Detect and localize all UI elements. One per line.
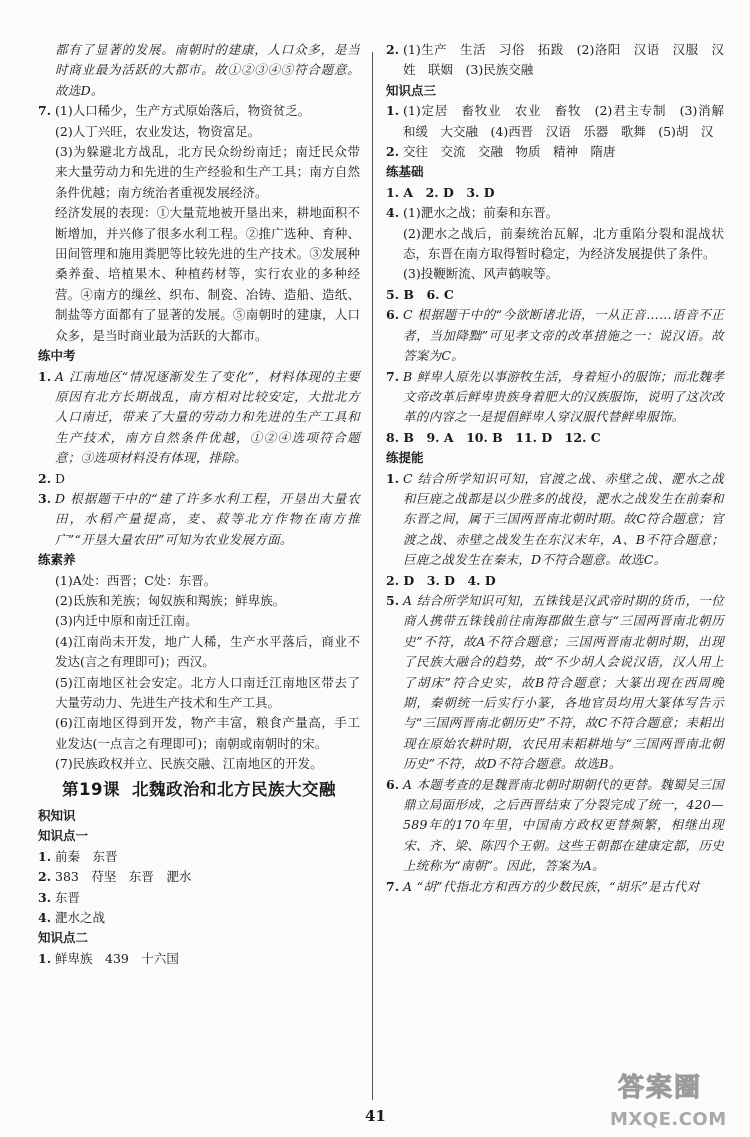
answer-row: 8. B 9. A 10. B 11. D 12. C bbox=[386, 429, 601, 445]
answer-4 bbox=[386, 203, 724, 285]
answer-number: 7. bbox=[386, 368, 400, 384]
lesson-number: 第19课 bbox=[62, 779, 120, 799]
list-item: (2)氐族和羌族；匈奴族和羯族；鲜卑族。 bbox=[55, 592, 286, 608]
answer-text: (2)淝水之战后，前秦统治瓦解，北方重陷分裂和混战状态，东晋在南方取得暂时稳定，为经济发展提供了条件。 bbox=[403, 225, 724, 262]
answer-6 bbox=[386, 305, 724, 366]
list-item: (5)江南地区社会安定。北方人口南迁江南地区带去了大量劳动力、先进生产技术和生产工具。 bbox=[55, 674, 360, 710]
answer-text: (1)定居 畜牧业 农业 畜牧 (2)君主专制 (3)消解 和缓 大交融 (4)西晋 汉语 乐器 歌舞 (5)胡 汉 bbox=[403, 103, 737, 139]
list-item: (3)内迁中原和南迁江南。 bbox=[55, 613, 198, 629]
answer-7 bbox=[38, 101, 360, 346]
answer-row: 5. B 6. C bbox=[386, 286, 454, 302]
answer-number: 2. bbox=[386, 42, 400, 57]
section-heading: 练提能 bbox=[386, 450, 424, 466]
watermark-url: MXQE.COM bbox=[610, 1109, 727, 1130]
answer-text: 经济发展的表现：①大量荒地被开垦出来，耕地面积不断增加，并兴修了很多水利工程。②推广选种、育种、田间管理和施用粪肥等比较先进的生产技术。③发展种桑养蚕、培植果木、种植药材等，实行农业的多种经营。④南方的缫丝、织布、制瓷、冶铸、造船、造纸、制盐等方面都有了显著的发展。⑤南朝时的建康，人口众多，是当时商业最为活跃的大都市。 bbox=[55, 205, 360, 343]
list-item: (7)民族政权并立、民族交融、江南地区的开发。 bbox=[55, 756, 323, 772]
answer-5 bbox=[386, 591, 724, 775]
right-column bbox=[386, 40, 737, 897]
answer-text: A 江南地区“情况逐渐发生了变化”，材料体现的主要原因有北方长期战乱，南方相对比较安定，大批北方人口南迁，带来了大量的劳动力和先进的生产工具和生产技术，南方自然条件优越，①②④选项符合题意；③选项材料没有体现，排除。 bbox=[55, 368, 360, 466]
answer-2 bbox=[38, 469, 360, 489]
answer-1 bbox=[38, 367, 360, 469]
answer-number: 6. bbox=[386, 776, 400, 792]
answer-text: A 本题考查的是魏晋南北朝时期朝代的更替。魏蜀吴三国鼎立局面形成，之后西晋结束了分裂完成了统一，420—589年的170年里，中国南方政权更替频繁，相继出现宋、齐、梁、陈四个王朝。这些王朝都在建康定都，历史上统称为“南朝”。因此，答案为A。 bbox=[403, 776, 724, 874]
section-heading: 练基础 bbox=[386, 164, 424, 180]
answer-text: 淝水之战 bbox=[55, 910, 106, 926]
list-item bbox=[38, 908, 360, 928]
answer-text: D bbox=[55, 470, 66, 486]
answer-text: C 结合所学知识可知，官渡之战、赤壁之战、淝水之战和巨鹿之战都是以少胜多的战役，淝水之战发生在前秦和东晋之间，属于三国两晋南北朝时期。故C符合题意；官渡之战、赤壁之战发生在东汉末年，A、B不符合题意；巨鹿之战发生在秦末，D不符合题意。故选C。 bbox=[403, 470, 724, 568]
answer-text: 交往 交流 交融 物质 精神 隋唐 bbox=[403, 144, 616, 160]
answer-7 bbox=[386, 367, 724, 428]
watermark-text: 答案圈 bbox=[618, 1073, 703, 1103]
list-item: (1)A处：西晋；C处：东晋。 bbox=[55, 572, 217, 588]
answer-number: 2. bbox=[386, 144, 400, 160]
section-heading: 积知识 bbox=[38, 808, 76, 824]
answer-number: 3. bbox=[38, 889, 52, 905]
section-heading: 练素养 bbox=[38, 552, 76, 568]
answer-text: 前秦 东晋 bbox=[55, 848, 118, 864]
answer-2 bbox=[386, 142, 724, 162]
list-item bbox=[38, 949, 360, 969]
answer-text: (3)为躲避北方战乱，北方民众纷纷南迁；南迁民众带来大量劳动力和先进的生产经验和生产工具；南方自然条件优越；南方统治者重视发展经济。 bbox=[55, 144, 360, 200]
answer-text: (3)投鞭断流、风声鹤唳等。 bbox=[403, 266, 559, 282]
column-divider bbox=[372, 52, 373, 1100]
lesson-name: 北魏政治和北方民族大交融 bbox=[131, 779, 336, 799]
answer-text: B 鲜卑人原先以事游牧生活，身着短小的服饰；而北魏孝文帝改革后鲜卑贵族身着肥大的汉族服饰，说明了这次改革的内容之一是提倡鲜卑人穿汉服代替鲜卑服饰。 bbox=[403, 368, 724, 425]
answer-number: 1. bbox=[386, 103, 400, 119]
subsection-heading: 知识点二 bbox=[38, 930, 89, 946]
answer-row: 2. D 3. D 4. D bbox=[386, 572, 496, 588]
watermark-logo bbox=[600, 1073, 740, 1134]
answer-7 bbox=[386, 877, 724, 897]
subsection-heading: 知识点一 bbox=[38, 828, 89, 844]
answer-number: 1. bbox=[38, 950, 52, 966]
answer-number: 6. bbox=[386, 307, 400, 323]
answer-number: 1. bbox=[38, 848, 52, 864]
answer-text: 鲜卑族 439 十六国 bbox=[55, 950, 179, 966]
answer-text: (1)人口稀少，生产方式原始落后，物资贫乏。 bbox=[55, 103, 311, 119]
answer-text: 东晋 bbox=[55, 889, 81, 905]
answer-number: 2. bbox=[38, 470, 52, 486]
answer-text: A 结合所学知识可知，五铢钱是汉武帝时期的货币，一位商人携带五铢钱前往南海郡做生意与“三国两晋南北朝历史”不符，故A不符合题意；三国两晋南北朝时期，出现了民族大融合的趋势，故“不少胡人会说汉语，汉人用上了胡床”符合史实，故B符合题意；大篆出现在西周晚期，秦朝统一后实行小篆，各地官员均用大篆体写告示与“三国两晋南北朝历史”不符，故C不符合题意；耒耜出现在原始农耕时期，农民用耒耜耕地与“三国两晋南北朝历史”不符，故D不符合题意。故选B。 bbox=[403, 592, 724, 772]
answer-2 bbox=[386, 40, 724, 81]
answer-text: A “胡”代指北方和西方的少数民族，“胡乐”是古代对 bbox=[403, 878, 700, 894]
answer-number: 2. bbox=[38, 869, 52, 885]
answer-text: C 根据题干中的“今欲断诸北语，一从正音……语音不正者，当加降黜”可见孝文帝的改革措施之一：说汉语。故答案为C。 bbox=[403, 307, 724, 364]
answer-6 bbox=[386, 775, 724, 877]
answer-number: 3. bbox=[38, 490, 52, 506]
list-item: (4)江南尚未开发，地广人稀，生产水平落后，商业不发达(言之有理即可)；西汉。 bbox=[55, 633, 360, 670]
answer-row: 1. A 2. D 3. D bbox=[386, 184, 495, 200]
answer-3 bbox=[38, 489, 360, 550]
list-item: (6)江南地区得到开发，物产丰富，粮食产量高，手工业发达(一点言之有理即可)；南朝或南朝时的宋。 bbox=[55, 715, 360, 751]
list-item bbox=[38, 867, 360, 887]
answer-text: (1)淝水之战；前秦和东晋。 bbox=[403, 205, 559, 221]
list-item bbox=[38, 888, 360, 908]
answer-text: 383 苻坚 东晋 淝水 bbox=[55, 869, 192, 885]
answer-1 bbox=[386, 469, 724, 571]
page-number: 41 bbox=[365, 1107, 386, 1125]
answer-1 bbox=[386, 101, 737, 142]
lesson-title bbox=[62, 780, 360, 800]
answer-number: 4. bbox=[386, 205, 400, 221]
answer-text: (2)人丁兴旺，农业发达，物资富足。 bbox=[55, 123, 261, 139]
left-column bbox=[38, 40, 360, 969]
answer-text: (1)生产 生活 习俗 拓跋 (2)洛阳 汉语 汉服 汉姓 联姻 (3)民族交融 bbox=[403, 42, 724, 78]
answer-number: 7. bbox=[386, 878, 400, 894]
answer-number: 5. bbox=[386, 592, 400, 608]
list-item bbox=[38, 847, 360, 867]
answer-text: D 根据题干中的“建了许多水利工程，开垦出大量农田，水稻产量提高，麦、菽等北方作物在南方推广”“开垦大量农田”可知为农业发展方面。 bbox=[55, 490, 360, 547]
answer-continuation: 都有了显著的发展。南朝时的建康，人口众多，是当时商业最为活跃的大都市。故①②③④⑤符合题意。故选D。 bbox=[55, 42, 360, 98]
section-heading: 练中考 bbox=[38, 348, 76, 364]
answer-number: 7. bbox=[38, 103, 52, 119]
answer-number: 1. bbox=[386, 470, 400, 486]
answer-number: 4. bbox=[38, 910, 52, 926]
answer-number: 1. bbox=[38, 368, 52, 384]
subsection-heading: 知识点三 bbox=[386, 82, 437, 98]
